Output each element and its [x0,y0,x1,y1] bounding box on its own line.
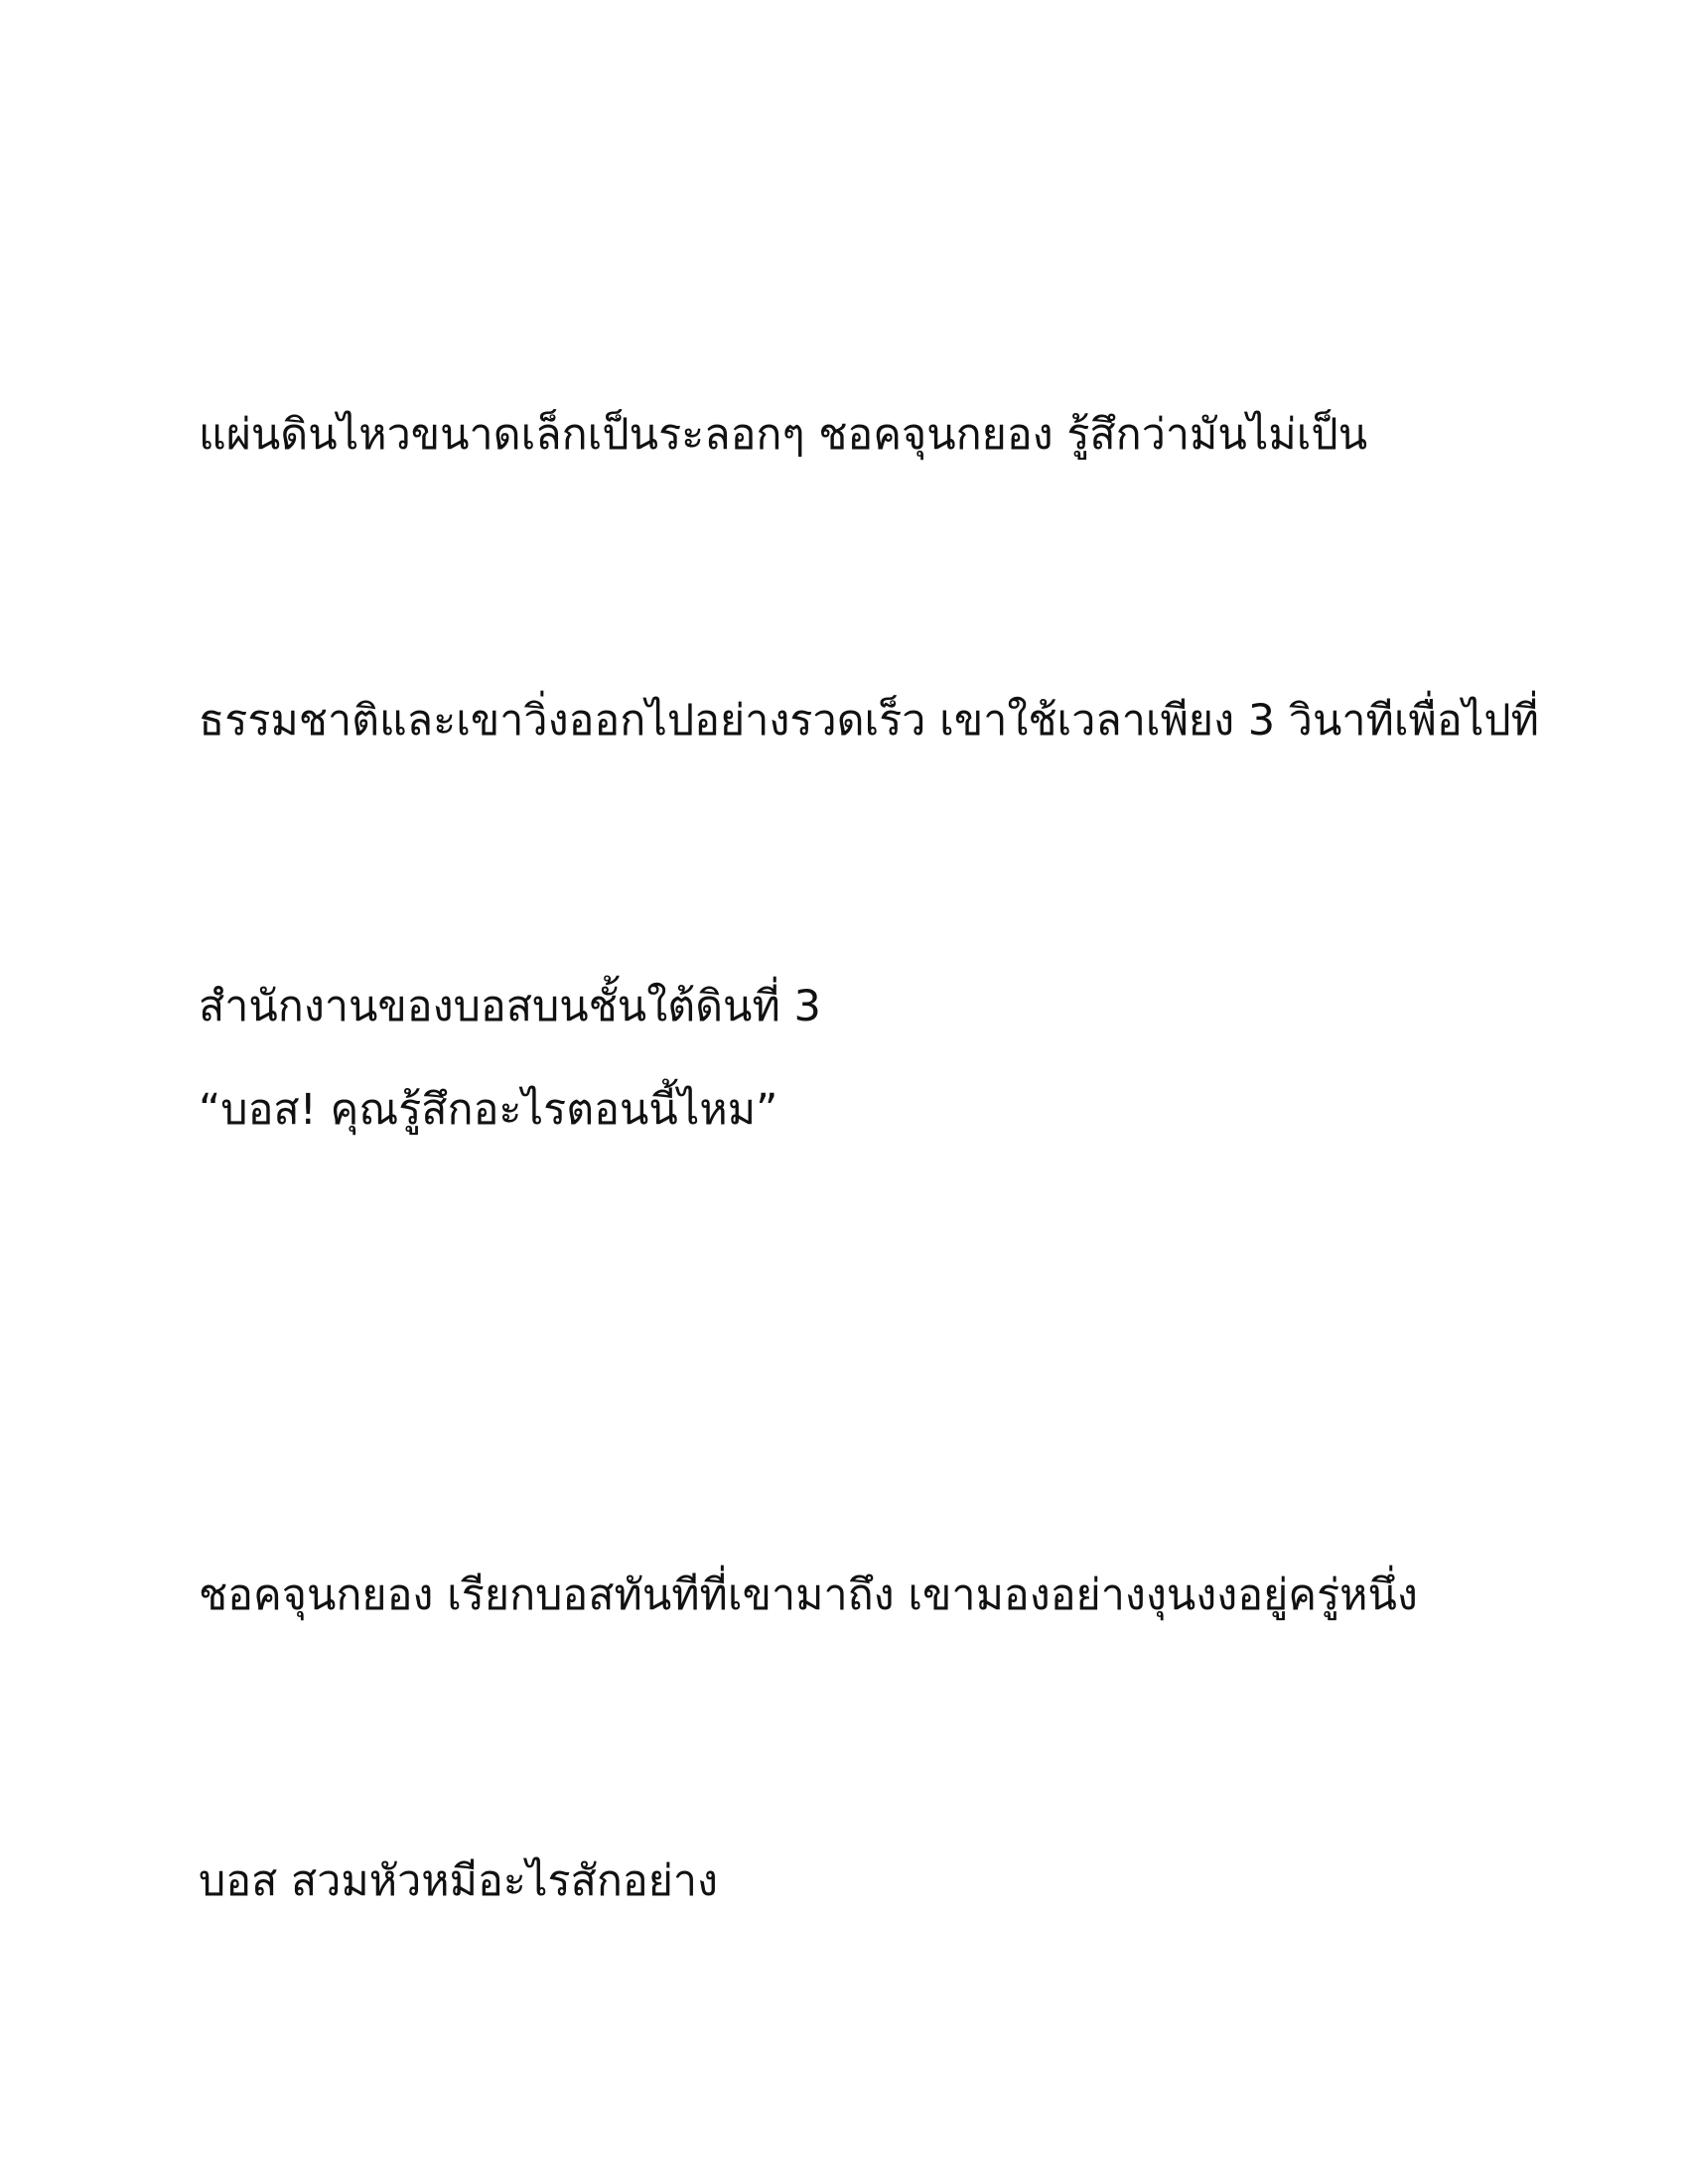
text-line: ชอคจุนกยอง เรียกบอสทันทีที่เขามาถึง เขามองอย่างงุนงงอยู่ครู่หนึ่ง [199,1570,1418,1620]
text-line: ธรรมชาติและเขาวิ่งออกไปอย่างรวดเร็ว เขาใช้เวลาเพียง 3 วินาทีเพื่อไปที่ [199,696,1539,746]
text-line: แผ่นดินไหวขนาดเล็กเป็นระลอกๆ ชอคจุนกยอง รู้สึกว่ามันไม่เป็น [199,410,1368,460]
text-line: สำนักงานของบอสบนชั้นใต้ดินที่ 3 [199,982,821,1031]
paragraph-dialogue [199,872,777,1348]
paragraph-arrival [199,1357,1418,2119]
text-line: บอส สวมหัวหมีอะไรสักอย่าง [199,1856,719,1906]
text-line: “บอส! คุณรู้สึกอะไรตอนนี้ไหม” [199,1085,778,1135]
